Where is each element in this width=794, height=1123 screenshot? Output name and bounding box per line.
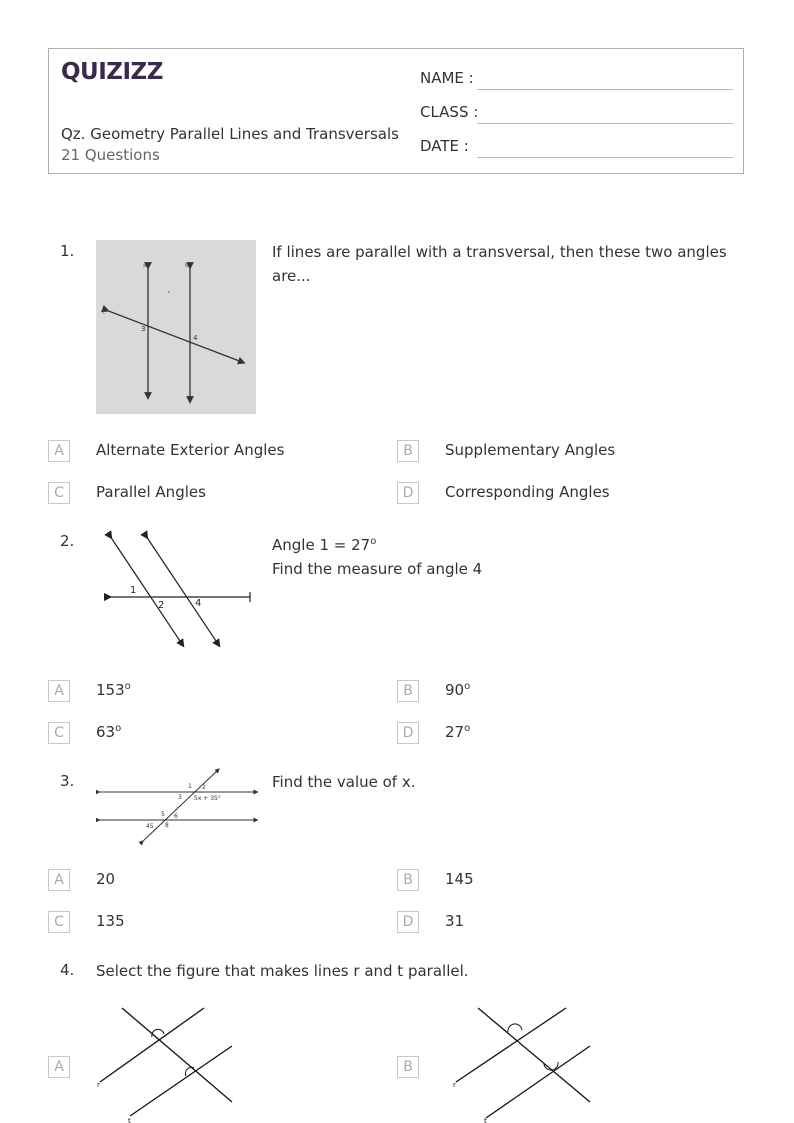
q1-angle-4: 4 — [193, 334, 198, 342]
q3-transversal — [142, 770, 218, 842]
q2-angle-4: 4 — [195, 598, 202, 609]
q3-option-b-box[interactable]: B — [397, 869, 419, 891]
q4b-label-t: t — [484, 1117, 487, 1123]
name-line — [477, 89, 733, 90]
quizizz-logo: QUIZIZZ — [61, 59, 163, 85]
q1-option-c-box[interactable]: C — [48, 482, 70, 504]
q4-option-b-figure — [450, 1004, 596, 1123]
q3-text: Find the value of x. — [272, 773, 416, 791]
q2-text — [272, 530, 742, 581]
q1-text: If lines are parallel with a transversal, then these two angles are... — [272, 243, 727, 285]
q2-text-line1: Angle $1 = 27^o$ — [272, 536, 377, 554]
worksheet-title: Qz. Geometry Parallel Lines and Transversals — [61, 125, 399, 143]
q1-option-a-box[interactable]: A — [48, 440, 70, 462]
q4-option-a-figure — [94, 1004, 240, 1123]
q2-figure — [96, 528, 260, 652]
q3-option-d-text: 31 — [445, 912, 465, 930]
q3-angle-3: 3 — [178, 794, 182, 801]
q2-option-a-box[interactable]: A — [48, 680, 70, 702]
q3-option-a-box[interactable]: A — [48, 869, 70, 891]
q4b-transversal — [478, 1008, 590, 1102]
q1-option-b-box[interactable]: B — [397, 440, 419, 462]
q2-option-c-text: 63$^o$ — [96, 723, 122, 741]
name-label: NAME : — [420, 69, 474, 87]
q4a-label-r: r — [97, 1081, 100, 1089]
q3-option-c-text: 135 — [96, 912, 125, 930]
q4a-label-t: t — [128, 1117, 131, 1123]
question-count: 21 Questions — [61, 146, 160, 164]
q4b-line-t — [486, 1046, 590, 1118]
q1-figure — [96, 240, 256, 414]
q1-option-d-box[interactable]: D — [397, 482, 419, 504]
q2-angle-2: 2 — [158, 600, 165, 611]
q4-number: 4. — [60, 961, 75, 979]
q3-option-b-text: 145 — [445, 870, 474, 888]
q2-line-left — [110, 536, 182, 644]
q1-label-a: a — [143, 263, 147, 269]
q3-option-d-box[interactable]: D — [397, 911, 419, 933]
q1-angle-3: 3 — [141, 325, 146, 333]
q1-option-d-text: Corresponding Angles — [445, 483, 610, 501]
q4-text: Select the figure that makes lines r and t parallel. — [96, 962, 469, 980]
q1-number: 1. — [60, 242, 75, 260]
q3-angle-8: 8 — [165, 822, 169, 829]
q4-option-b-box[interactable]: B — [397, 1056, 419, 1078]
q1-label-t: t — [103, 310, 105, 316]
q3-expression: 5x + 35° — [194, 795, 221, 802]
q4b-angle-mark-1 — [508, 1024, 522, 1032]
q4b-line-r — [456, 1008, 566, 1082]
q2-number: 2. — [60, 532, 75, 550]
q4-option-a-box[interactable]: A — [48, 1056, 70, 1078]
q2-option-b-box[interactable]: B — [397, 680, 419, 702]
q2-option-a-text: 153$^o$ — [96, 681, 131, 699]
q3-option-c-box[interactable]: C — [48, 911, 70, 933]
q4b-label-r: r — [453, 1081, 456, 1089]
q3-angle-5: 5 — [161, 811, 165, 818]
q1-transversal — [106, 310, 242, 362]
q2-option-d-box[interactable]: D — [397, 722, 419, 744]
q1-option-c-text: Parallel Angles — [96, 483, 206, 501]
q4a-line-t — [130, 1046, 232, 1116]
q2-option-c-box[interactable]: C — [48, 722, 70, 744]
q1-option-b-text: Supplementary Angles — [445, 441, 616, 459]
q1-label-b: b — [185, 263, 189, 269]
q1-option-a-text: Alternate Exterior Angles — [96, 441, 285, 459]
q2-option-d-text: 27$^o$ — [445, 723, 471, 741]
q3-angle-6: 6 — [174, 813, 178, 820]
q2-text-line2: Find the measure of angle 4 — [272, 560, 483, 578]
q4a-line-r — [100, 1008, 204, 1082]
date-line — [477, 157, 733, 158]
class-line — [477, 123, 733, 124]
class-label: CLASS : — [420, 103, 479, 121]
q3-angle-2: 2 — [202, 784, 206, 791]
q3-option-a-text: 20 — [96, 870, 116, 888]
q3-angle-45: 45 — [146, 823, 154, 830]
q3-number: 3. — [60, 772, 75, 790]
q3-angle-1: 1 — [188, 783, 192, 790]
q2-angle-1: 1 — [130, 585, 137, 596]
q2-line-right — [146, 536, 218, 644]
q3-figure — [96, 766, 260, 846]
q2-option-b-text: 90$^o$ — [445, 681, 471, 699]
worksheet-header — [48, 48, 744, 174]
date-label: DATE : — [420, 137, 469, 155]
